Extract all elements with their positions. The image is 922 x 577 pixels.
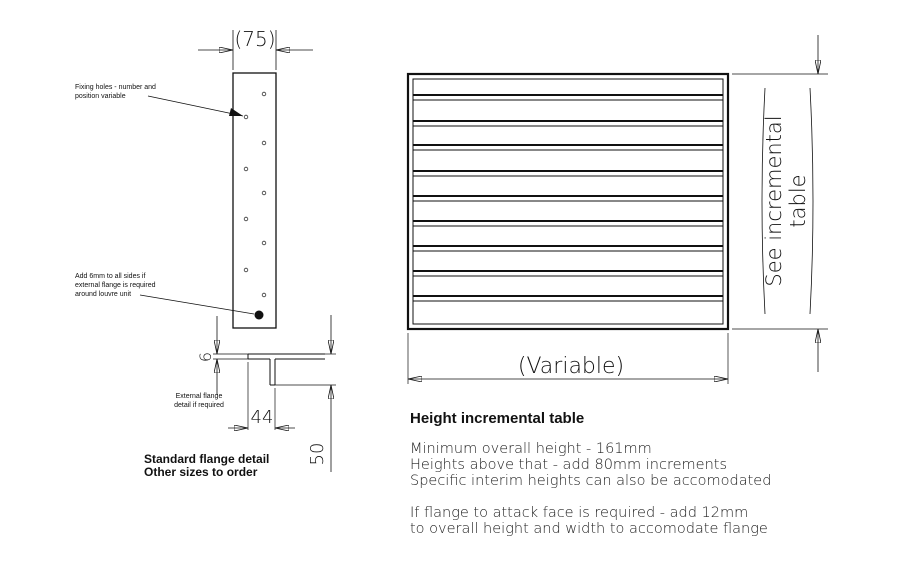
standard-flange-note xyxy=(144,453,269,479)
flange-profile xyxy=(248,354,325,385)
external-flange-note xyxy=(75,273,254,314)
flange-detail-label-2: detail if required xyxy=(174,402,224,409)
flange-width-dimension xyxy=(198,27,313,70)
overall-height-value-line1: See incremental xyxy=(762,115,786,287)
height-table-line-5: to overall height and width to accomodate flange xyxy=(410,521,768,537)
external-flange-label-2: external flange is required xyxy=(75,282,156,289)
height-table-title: Height incremental table xyxy=(410,410,585,427)
flange-width-value: (75) xyxy=(234,27,276,51)
height-table-line-3: Specific interim heights can also be accomodated xyxy=(410,473,772,489)
louvre-front-view xyxy=(408,74,728,329)
external-flange-label-1: Add 6mm to all sides if xyxy=(75,273,146,280)
spacer xyxy=(410,489,890,505)
flange-depth-value: 50 xyxy=(307,442,328,466)
flange-thickness-value: 6 xyxy=(196,351,215,363)
flange-detail-label-1: External flange xyxy=(175,393,223,400)
flange-leg-value: 44 xyxy=(250,407,274,428)
fixing-holes xyxy=(244,92,266,297)
overall-height-value-line2: table xyxy=(786,174,810,228)
fixing-holes-note xyxy=(75,84,243,116)
flange-detail-note xyxy=(174,393,224,409)
overall-width-value: (Variable) xyxy=(517,354,625,379)
sample-hole-marker xyxy=(255,311,264,320)
height-table-line-4: If flange to attack face is required - add 12mm xyxy=(410,505,749,521)
overall-width-dimension xyxy=(408,333,728,384)
height-table-line-1: Minimum overall height - 161mm xyxy=(410,441,652,457)
standard-flange-label: Standard flange detail xyxy=(144,452,270,466)
flange-side-view xyxy=(233,73,276,328)
height-table-line-2: Heights above that - add 80mm increments xyxy=(410,457,728,473)
other-sizes-label: Other sizes to order xyxy=(144,465,258,479)
flange-depth-dimension xyxy=(275,315,336,472)
height-incremental-table xyxy=(410,410,890,537)
fixing-holes-label-1: Fixing holes - number and xyxy=(75,84,156,91)
flange-leg-dimension xyxy=(228,362,295,430)
external-flange-label-3: around louvre unit xyxy=(75,291,132,298)
overall-height-dimension xyxy=(732,35,828,372)
fixing-holes-label-2: position variable xyxy=(75,93,126,100)
louvre-blades xyxy=(413,95,723,301)
